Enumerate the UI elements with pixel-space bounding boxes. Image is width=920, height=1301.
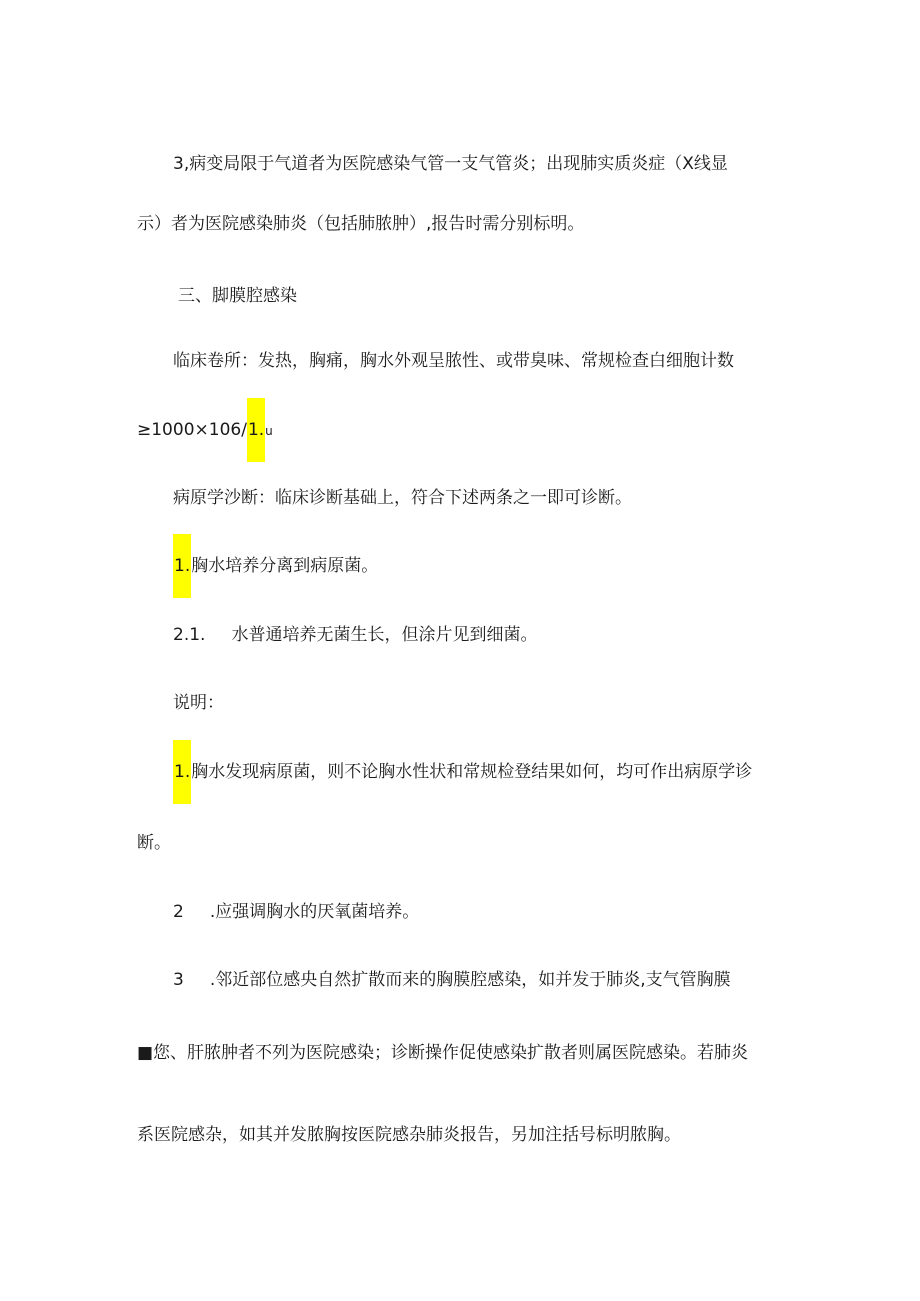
- paragraph-line: 系医院感杂，如其并发脓胸按医院感杂肺炎报告，另加注括号标明脓胸。: [137, 1125, 681, 1145]
- section-heading: 三、脚膜腔感染: [178, 286, 297, 306]
- paragraph-line: 断。: [137, 833, 171, 853]
- list-item: 1.胸水培养分离到病原菌。: [173, 554, 378, 578]
- paragraph-line: 临床卷所：发热，胸痛，胸水外观呈脓性、或带臭味、常规检查白细胞计数: [173, 351, 734, 371]
- list-item: 2 .应强调胸水的厌氧菌培养。: [173, 902, 420, 922]
- paragraph-line: 3,病变局限于气道者为医院感染气管一支气管炎；出现肺实质炎症（X线显: [173, 154, 728, 174]
- highlight-mark: 1.: [173, 740, 191, 804]
- paragraph-line: ■您、肝脓肿者不列为医院感染；诊断操作促使感染扩散者则属医院感染。若肺炎: [137, 1043, 749, 1063]
- paragraph-line: 说明：: [173, 693, 224, 713]
- list-item: 3 .邻近部位感央自然扩散而来的胸膜腔感染，如并发于肺炎,支气管胸膜: [173, 970, 731, 990]
- list-item: 1.胸水发现病原菌，则不论胸水性状和常规检登结果如何，均可作出病原学诊: [173, 760, 752, 784]
- paragraph-line: ≥1000×106∕1.u: [137, 418, 273, 443]
- paragraph-line: 病原学沙断：临床诊断基础上，符合下述两条之一即可诊断。: [173, 488, 632, 508]
- highlight-mark: 1.: [247, 398, 265, 462]
- paragraph-line: 示）者为医院感染肺炎（包括肺脓肿）,报告时需分别标明。: [137, 214, 585, 234]
- highlight-mark: 1.: [173, 534, 191, 598]
- list-item: 2.1. 水普通培养无菌生长，但涂片见到细菌。: [173, 625, 538, 645]
